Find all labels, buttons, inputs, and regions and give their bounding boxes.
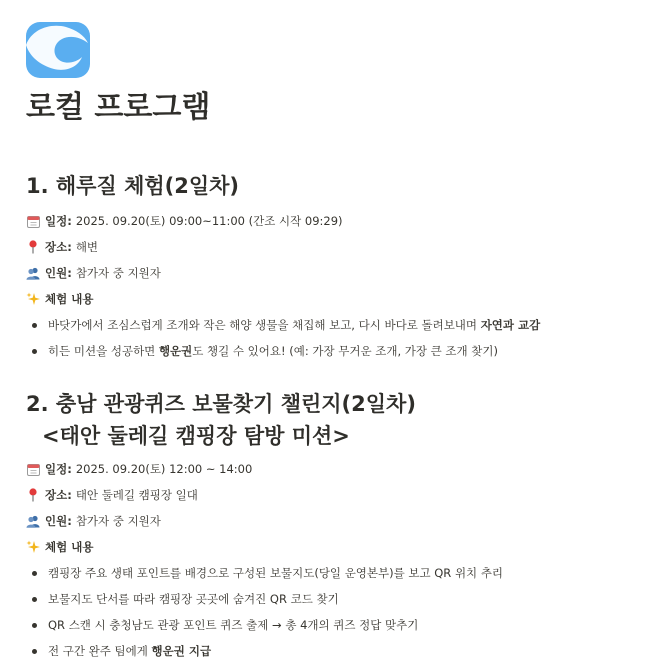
place-row bbox=[26, 234, 646, 260]
wave-logo-icon bbox=[26, 21, 90, 78]
bullet-dot bbox=[32, 349, 37, 354]
list-item: 보물지도 단서를 따라 캠핑장 곳곳에 숨겨진 QR 코드 찾기 bbox=[26, 586, 646, 612]
program-section-2 bbox=[26, 388, 646, 664]
pushpin-icon bbox=[26, 240, 40, 254]
content-label: 체험 내용 bbox=[45, 292, 94, 306]
list-item: 히든 미션을 성공하면 행운권도 챙길 수 있어요! (예: 가장 무거운 조개, 가장 큰 조개 찾기) bbox=[26, 338, 646, 364]
schedule-label: 일정: bbox=[45, 462, 72, 476]
section-heading: 1. 해루질 체험(2일차) bbox=[26, 174, 240, 198]
people-row bbox=[26, 508, 646, 534]
schedule-label: 일정: bbox=[45, 214, 72, 228]
calendar-icon bbox=[26, 214, 40, 228]
bullet-dot bbox=[32, 649, 37, 654]
program-section-1 bbox=[26, 170, 646, 364]
bullet-dot bbox=[32, 571, 37, 576]
people-icon bbox=[26, 266, 40, 280]
content-label: 체험 내용 bbox=[45, 540, 94, 554]
place-value: 해변 bbox=[75, 240, 99, 254]
schedule-value: 2025. 09.20(토) 12:00 ~ 14:00 bbox=[75, 462, 253, 476]
people-row bbox=[26, 260, 646, 286]
bullet-dot bbox=[32, 597, 37, 602]
sparkles-icon bbox=[26, 540, 40, 554]
section-heading: 2. 충남 관광퀴즈 보물찾기 챌린지(2일차) bbox=[26, 392, 416, 416]
page-title: 로컬 프로그램 bbox=[26, 90, 211, 125]
content-row bbox=[26, 534, 646, 560]
schedule-value: 2025. 09.20(토) 09:00~11:00 (간조 시작 09:29) bbox=[75, 214, 343, 228]
bullet-dot bbox=[32, 623, 37, 628]
calendar-icon bbox=[26, 462, 40, 476]
place-label: 장소: bbox=[45, 240, 72, 254]
section-subheading: <태안 둘레길 캠핑장 탐방 미션> bbox=[42, 424, 350, 448]
list-item: 전 구간 완주 팀에게 행운권 지급 bbox=[26, 638, 646, 664]
bullet-dot bbox=[32, 323, 37, 328]
schedule-row bbox=[26, 208, 646, 234]
schedule-row bbox=[26, 456, 646, 482]
place-row bbox=[26, 482, 646, 508]
content-list bbox=[26, 312, 646, 364]
sparkles-icon bbox=[26, 292, 40, 306]
people-icon bbox=[26, 514, 40, 528]
people-value: 참가자 중 지원자 bbox=[75, 266, 161, 280]
place-label: 장소: bbox=[45, 488, 72, 502]
content-list bbox=[26, 560, 646, 664]
pushpin-icon bbox=[26, 488, 40, 502]
people-label: 인원: bbox=[45, 266, 72, 280]
people-label: 인원: bbox=[45, 514, 72, 528]
place-value: 태안 둘레길 캠핑장 일대 bbox=[75, 488, 198, 502]
list-item: 캠핑장 주요 생태 포인트를 배경으로 구성된 보물지도(당일 운영본부)를 보고 QR 위치 추리 bbox=[26, 560, 646, 586]
people-value: 참가자 중 지원자 bbox=[75, 514, 161, 528]
list-item: QR 스캔 시 충청남도 관광 포인트 퀴즈 출제 → 총 4개의 퀴즈 정답 맞추기 bbox=[26, 612, 646, 638]
content-row bbox=[26, 286, 646, 312]
list-item: 바닷가에서 조심스럽게 조개와 작은 해양 생물을 채집해 보고, 다시 바다로 돌려보내며 자연과 교감 bbox=[26, 312, 646, 338]
